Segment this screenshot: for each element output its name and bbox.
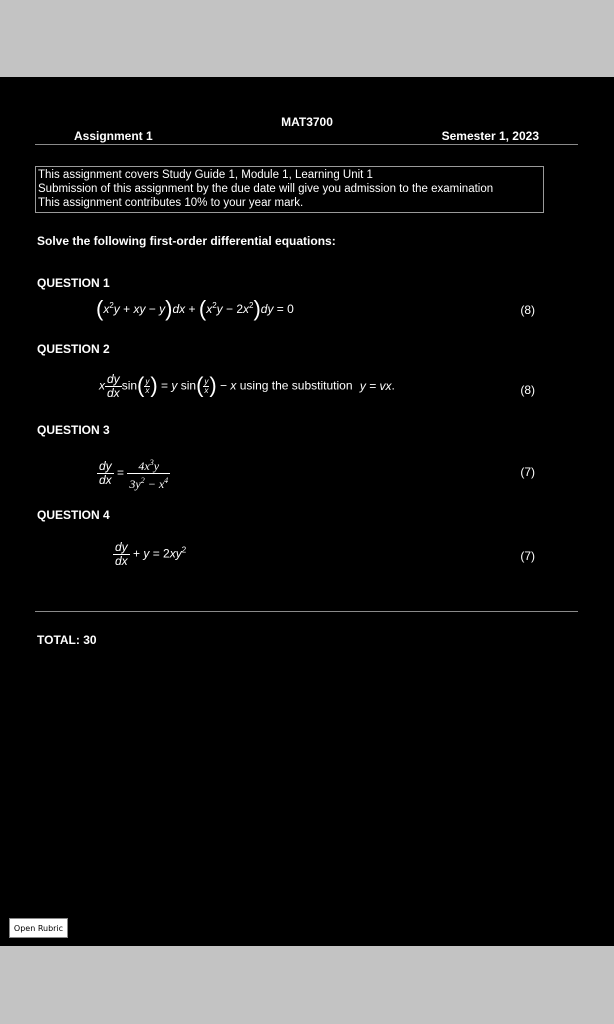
substitution-text: using the substitution	[239, 378, 353, 393]
semester-label: Semester 1, 2023	[441, 129, 539, 143]
footer-divider	[35, 611, 578, 612]
header-divider	[35, 144, 578, 145]
info-box	[35, 166, 544, 213]
assignment-page	[0, 77, 614, 946]
instruction-text: Solve the following first-order differential equations:	[37, 234, 336, 248]
question-1-label: QUESTION 1	[37, 276, 110, 290]
question-4-equation: $\frac{dy}{dx}$ + $y = 2xy^2$	[115, 540, 187, 568]
assignment-title: Assignment 1	[74, 129, 153, 143]
info-line: Submission of this assignment by the due date will give you admission to the examination	[38, 183, 494, 195]
question-2-marks: (8)	[520, 383, 535, 397]
info-line: This assignment contributes 10% to your year mark.	[38, 197, 304, 209]
course-code: MAT3700	[281, 115, 333, 129]
question-3-label: QUESTION 3	[37, 423, 110, 437]
info-line: This assignment covers Study Guide 1, Module 1, Learning Unit 1	[38, 169, 373, 181]
question-3-marks: (7)	[520, 465, 535, 479]
question-4-label: QUESTION 4	[37, 508, 110, 522]
question-1-equation: ($x^2y$ + xy − $y)dx + (x^2y - 2x^2)dy = 0$	[96, 296, 294, 321]
substitution-expression: y = vx	[359, 378, 392, 393]
open-rubric-button[interactable]: Open Rubric	[9, 918, 68, 938]
question-4-marks: (7)	[520, 549, 535, 563]
question-2-equation: x $\frac{dy}{dx}$ sin( $\frac{y}{x}$ ) = y sin( $\frac{y}{x}$ ) − x using the substitution y = vx.	[99, 372, 395, 400]
question-1-marks: (8)	[520, 303, 535, 317]
total-marks: TOTAL: 30	[37, 633, 97, 647]
question-2-label: QUESTION 2	[37, 342, 110, 356]
question-3-equation: $\frac{dy}{dx}$ = $\frac{4x^3y}{3y^2 - x^4}$	[99, 458, 169, 491]
